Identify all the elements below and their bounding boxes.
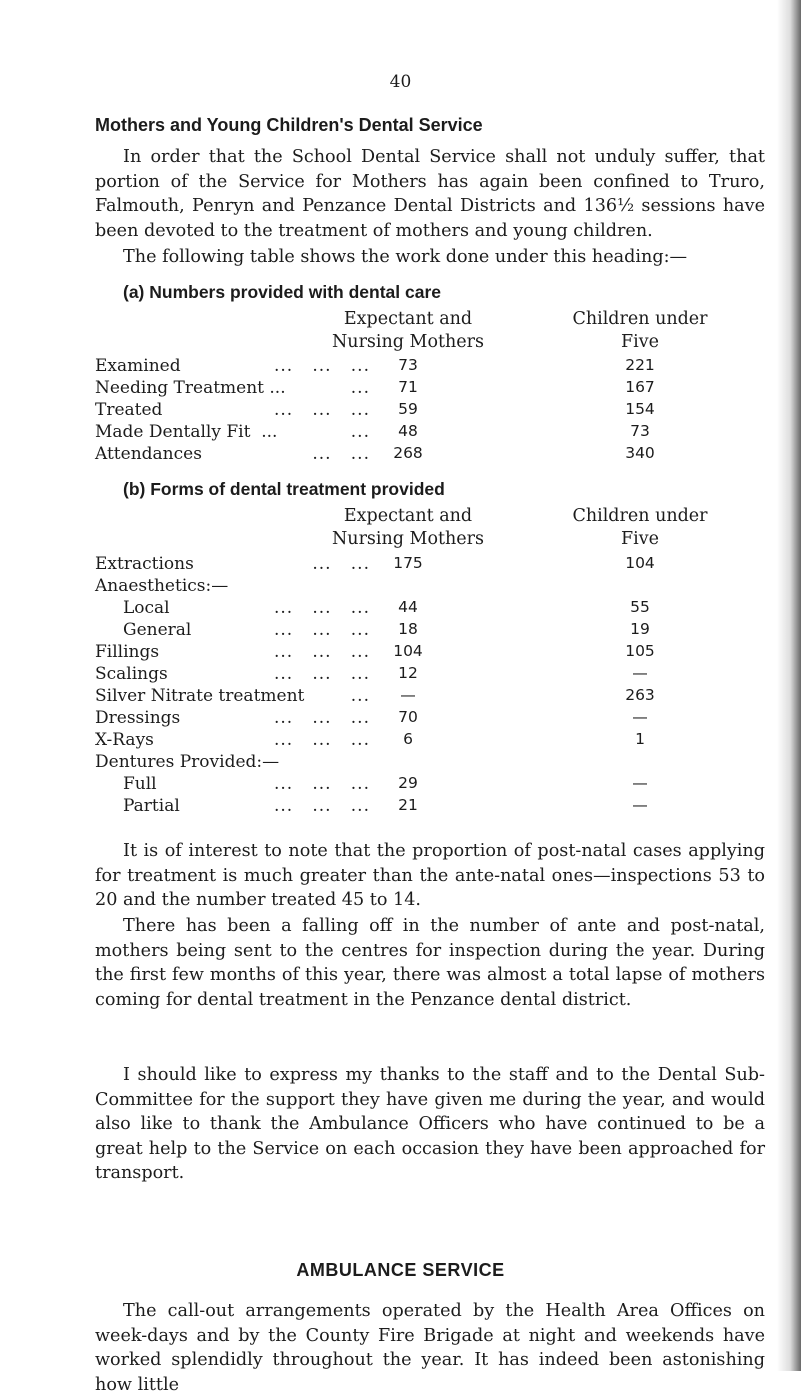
table-row <box>0 620 801 642</box>
ambulance-service-heading: AMBULANCE SERVICE <box>296 1260 505 1280</box>
row-leader-dots: ... ... ... <box>273 598 370 618</box>
table-a-col1-header: Expectant and Nursing Mothers <box>331 309 485 352</box>
table-intro: The following table shows the work done under this heading:— <box>123 247 688 267</box>
row-label: Silver Nitrate treatment <box>95 686 305 706</box>
mothers-value: 12 <box>398 664 418 682</box>
children-value: 1 <box>635 730 645 748</box>
row-leader-dots: ... ... ... <box>273 774 370 794</box>
mothers-value: 104 <box>393 642 423 660</box>
row-label: X-Rays <box>95 730 154 750</box>
post-natal-paragraph: It is of interest to note that the proportion of post-natal cases applying for treatment is much greater than the ante-natal ones—inspections 53 to 20 and the number treated 45 to 14. <box>95 841 765 910</box>
children-value: 19 <box>630 620 650 638</box>
children-value: 55 <box>630 598 650 616</box>
mothers-value: 48 <box>398 422 418 440</box>
table-row <box>0 774 801 796</box>
falling-off-paragraph: There has been a falling off in the number of ante and post-natal, mothers being sent to the centres for inspection during the year. During the first few months of this year, there was almost a total lapse of mothers coming for dental treatment in the Penzance dental district. <box>95 916 765 1010</box>
row-leader-dots: ... ... ... <box>273 708 370 728</box>
row-label: Attendances <box>95 444 202 464</box>
mothers-value: 29 <box>398 774 418 792</box>
row-label: Needing Treatment ... <box>95 378 286 398</box>
table-row <box>0 642 801 664</box>
mothers-value: 71 <box>398 378 418 396</box>
table-row <box>0 598 801 620</box>
intro-paragraph: In order that the School Dental Service shall not unduly suffer, that portion of the Service for Mothers has again been confined to Truro, Falmouth, Penryn and Penzance Dental Districts and 136½ sessions have been devoted to the treatment of mothers and young children. <box>95 147 765 241</box>
row-leader-dots: ... <box>350 378 370 398</box>
children-value: — <box>632 774 648 792</box>
children-value: 73 <box>630 422 650 440</box>
row-leader-dots: ... ... <box>312 444 370 464</box>
mothers-value: 21 <box>398 796 418 814</box>
thanks-paragraph: I should like to express my thanks to the staff and to the Dental Sub-Committee for the support they have given me during the year, and would also like to thank the Ambulance Officers who have continued to be a great help to the Service on each occasion they have been approached for transport. <box>95 1065 765 1183</box>
row-leader-dots: ... ... ... <box>273 642 370 662</box>
row-label: Dressings <box>95 708 181 728</box>
page-number: 40 <box>389 72 412 92</box>
row-label: Fillings <box>95 642 160 662</box>
table-a-col2-header: Children under Five <box>572 309 708 352</box>
row-leader-dots: ... <box>350 422 370 442</box>
table-b-title: (b) Forms of dental treatment provided <box>123 479 445 499</box>
row-leader-dots: ... ... ... <box>273 356 370 376</box>
mothers-value: 59 <box>398 400 418 418</box>
mothers-value: 73 <box>398 356 418 374</box>
row-leader-dots: ... ... ... <box>273 730 370 750</box>
row-label: Scalings <box>95 664 168 684</box>
children-value: 167 <box>625 378 655 396</box>
children-value: — <box>632 708 648 726</box>
children-value: — <box>632 664 648 682</box>
table-row <box>0 444 801 466</box>
table-row <box>0 730 801 752</box>
mothers-value: 70 <box>398 708 418 726</box>
children-value: 340 <box>625 444 655 462</box>
mothers-value: 6 <box>403 730 413 748</box>
mothers-value: — <box>400 686 416 704</box>
children-value: 221 <box>625 356 655 374</box>
table-row <box>0 378 801 400</box>
section-heading: Mothers and Young Children's Dental Service <box>95 115 483 135</box>
table-b-col2-header: Children under Five <box>572 506 708 549</box>
mothers-value: 18 <box>398 620 418 638</box>
table-row <box>0 708 801 730</box>
table-row <box>0 554 801 576</box>
children-value: 104 <box>625 554 655 572</box>
ambulance-paragraph: The call-out arrangements operated by the Health Area Offices on week-days and by the County Fire Brigade at night and weekends have worked splendidly throughout the year. It has indeed been astonishing how little <box>95 1301 765 1395</box>
row-label: Examined <box>95 356 181 376</box>
row-leader-dots: ... <box>350 686 370 706</box>
children-value: 105 <box>625 642 655 660</box>
children-value: 154 <box>625 400 655 418</box>
table-row <box>0 422 801 444</box>
row-leader-dots: ... ... ... <box>273 796 370 816</box>
table-row <box>0 686 801 708</box>
row-label: Local <box>123 598 170 618</box>
row-leader-dots: ... ... <box>312 554 370 574</box>
mothers-value: 175 <box>393 554 423 572</box>
row-label: Full <box>123 774 157 794</box>
row-leader-dots: ... ... ... <box>273 620 370 640</box>
table-row <box>0 576 801 598</box>
table-row <box>0 752 801 774</box>
row-leader-dots: ... ... ... <box>273 664 370 684</box>
table-a-title: (a) Numbers provided with dental care <box>123 282 441 302</box>
children-value: 263 <box>625 686 655 704</box>
table-row <box>0 356 801 378</box>
table-row <box>0 796 801 818</box>
mothers-value: 268 <box>393 444 423 462</box>
table-row <box>0 664 801 686</box>
table-b-col1-header: Expectant and Nursing Mothers <box>331 506 485 549</box>
row-label: General <box>123 620 192 640</box>
table-row <box>0 400 801 422</box>
row-leader-dots: ... ... ... <box>273 400 370 420</box>
row-label: Dentures Provided:— <box>95 752 280 772</box>
row-label: Anaesthetics:— <box>95 576 229 596</box>
row-label: Made Dentally Fit ... <box>95 422 278 442</box>
row-label: Treated <box>95 400 163 420</box>
mothers-value: 44 <box>398 598 418 616</box>
row-label: Extractions <box>95 554 194 574</box>
children-value: — <box>632 796 648 814</box>
row-label: Partial <box>123 796 180 816</box>
